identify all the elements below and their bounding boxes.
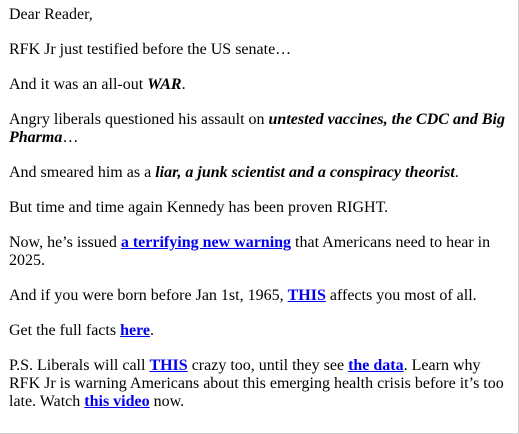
warning-end: that Americans need to hear in 2025. — [9, 234, 491, 269]
born-end: affects you most of all. — [325, 287, 477, 304]
paragraph-war — [9, 76, 515, 94]
ps-text-2: crazy too, until they see — [187, 357, 349, 374]
angry-text: Angry liberals questioned his assault on — [9, 111, 269, 128]
email-body — [9, 0, 515, 411]
angry-emphasis: untested vaccines, the CDC and Big Pharma — [9, 111, 505, 146]
paragraph-testified: RFK Jr just testified before the US senate… — [9, 41, 292, 58]
terrifying-warning-link[interactable]: a terrifying new warning — [120, 234, 292, 251]
ps-this-link[interactable]: THIS — [149, 357, 188, 374]
smeared-end: . — [454, 164, 459, 181]
greeting: Dear Reader, — [9, 6, 93, 23]
ps-text-3: . Learn why RFK Jr is warning Americans about this emerging health crisis before it’s too late. Watch — [9, 357, 504, 410]
paragraph-angry-liberals — [9, 111, 515, 147]
smeared-text: And smeared him as a — [9, 164, 156, 181]
smeared-emphasis: liar, a junk scientist and a conspiracy theorist — [155, 164, 455, 181]
here-link[interactable]: here — [120, 322, 150, 339]
war-text: And it was an all-out — [9, 76, 148, 93]
facts-end: . — [150, 322, 154, 339]
war-end: . — [181, 76, 186, 93]
ps-text-1: P.S. Liberals will call — [9, 357, 150, 374]
facts-text: Get the full facts — [9, 322, 121, 339]
paragraph-warning — [9, 234, 515, 270]
warning-text: Now, he’s issued — [9, 234, 121, 251]
the-data-link[interactable]: the data — [348, 357, 404, 374]
born-text: And if you were born before Jan 1st, 1965, — [9, 287, 288, 304]
paragraph-ps — [9, 357, 515, 411]
this-link[interactable]: THIS — [287, 287, 326, 304]
ps-text-4: now. — [149, 393, 185, 410]
paragraph-smeared — [9, 164, 515, 182]
angry-end: … — [62, 129, 79, 146]
paragraph-proven-right: But time and time again Kennedy has been proven RIGHT. — [9, 199, 389, 216]
this-video-link[interactable]: this video — [84, 393, 150, 410]
paragraph-full-facts — [9, 322, 515, 340]
war-emphasis: WAR — [147, 76, 182, 93]
paragraph-born-before — [9, 287, 515, 305]
